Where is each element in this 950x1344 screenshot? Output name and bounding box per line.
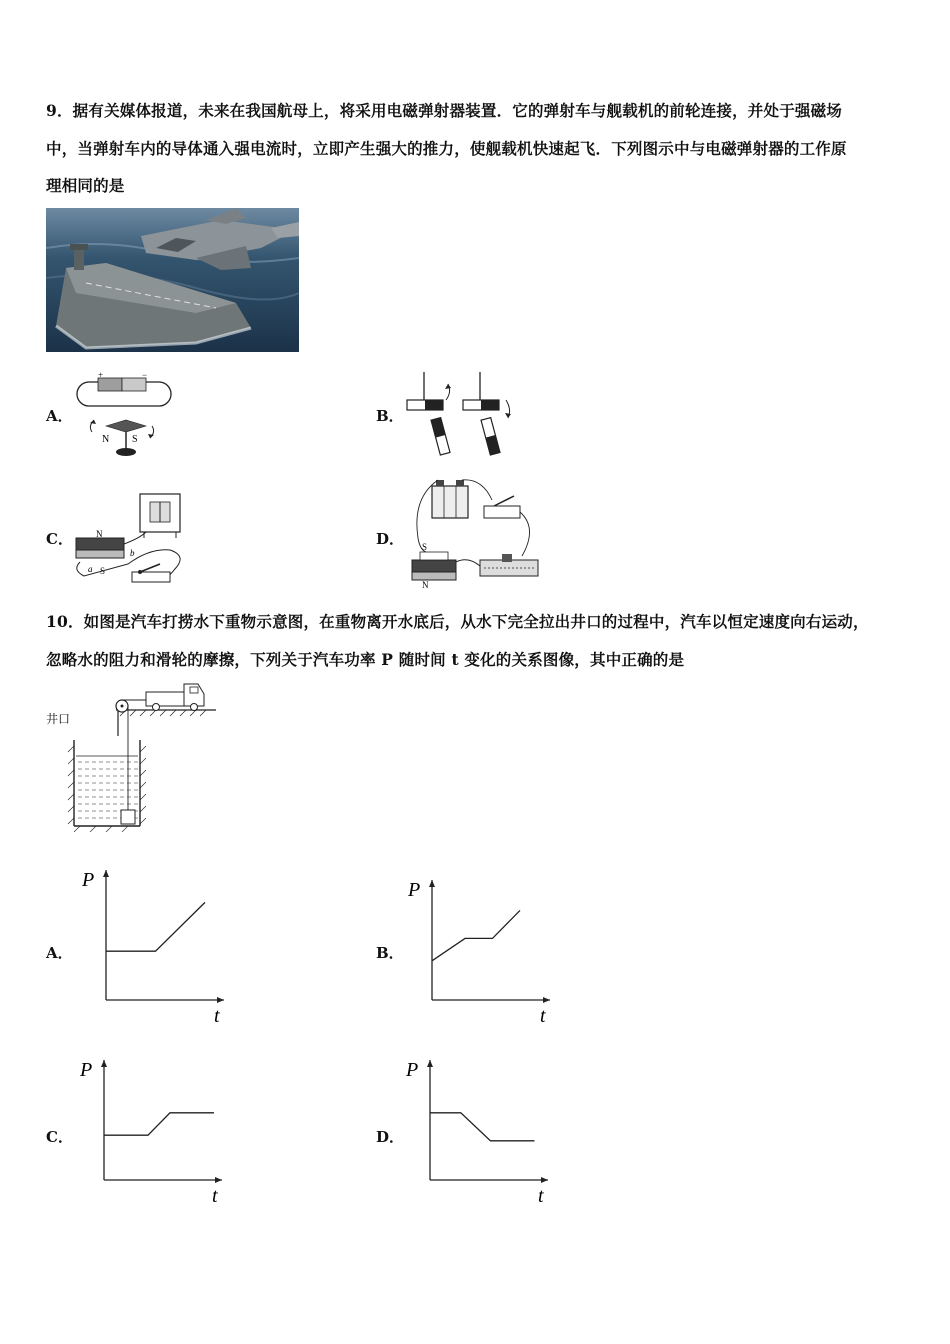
q9-option-c-label: C． <box>46 530 73 548</box>
magnet-s-label: S <box>100 566 106 576</box>
y-axis-arrow <box>103 870 109 877</box>
x-axis-arrow <box>215 1177 222 1183</box>
power-curve <box>106 902 205 951</box>
x-axis-arrow <box>541 1177 548 1183</box>
q9-option-b-label: B． <box>376 407 404 425</box>
x-axis-label: t <box>212 1185 218 1206</box>
compass-s-label: S <box>132 434 138 445</box>
y-axis-label: P <box>82 869 95 891</box>
well-mouth-label: 井口 <box>46 712 71 726</box>
carrier-jet-photo <box>46 208 299 352</box>
q10-option-c-label: C． <box>46 1128 73 1146</box>
q9-figure-c <box>70 490 190 596</box>
q9-line: 理相同的是 <box>46 176 125 195</box>
q9-figure-b <box>402 370 522 466</box>
minus-sign: − <box>142 370 148 380</box>
graph-b <box>402 876 562 1026</box>
x-axis-arrow <box>543 997 550 1003</box>
power-curve <box>430 1113 535 1141</box>
y-axis-arrow <box>427 1060 433 1067</box>
x-axis-label: t <box>540 1005 546 1026</box>
graph-a <box>76 866 236 1026</box>
q9-option-a-label: A． <box>46 407 73 425</box>
q10-option-a-label: A． <box>46 944 73 962</box>
x-axis-label: t <box>214 1005 220 1026</box>
q9-option-d-label: D． <box>376 530 405 548</box>
power-curve <box>432 910 520 960</box>
q10-line: 10．如图是汽车打捞水下重物示意图，在重物离开水底后，从水下完全拉出井口的过程中，汽车以恒定速度向右运动， <box>46 612 869 631</box>
q10-text <box>46 603 906 678</box>
wire-b-label: b <box>130 548 135 558</box>
well-truck-diagram <box>66 676 226 836</box>
y-axis-label: P <box>408 879 421 901</box>
x-axis-arrow <box>217 997 224 1003</box>
magnet-n-label: N <box>422 580 429 590</box>
q9-text <box>46 92 906 205</box>
compass-n-label: N <box>102 434 110 445</box>
y-axis-arrow <box>101 1060 107 1067</box>
x-axis-label: t <box>538 1185 544 1206</box>
q9-line: 中，当弹射车内的导体通入强电流时，立即产生强大的推力，使舰载机快速起飞．下列图示中与电磁弹射器的工作原 <box>46 138 847 158</box>
power-curve <box>104 1113 214 1135</box>
magnet-n-label: N <box>96 529 103 539</box>
q10-line: 忽略水的阻力和滑轮的摩擦，下列关于汽车功率 P 随时间 t 变化的关系图像，其中正确的是 <box>46 649 685 669</box>
q9-figure-d <box>402 478 542 594</box>
plus-sign: + <box>98 370 104 380</box>
q10-option-b-label: B． <box>376 944 404 962</box>
y-axis-label: P <box>406 1059 419 1081</box>
y-axis-arrow <box>429 880 435 887</box>
graph-c <box>74 1056 234 1206</box>
magnet-s-label: S <box>422 542 428 552</box>
y-axis-label: P <box>80 1059 93 1081</box>
q9-figure-a <box>72 370 182 466</box>
wire-a-label: a <box>88 564 93 574</box>
q9-line: 9．据有关媒体报道，未来在我国航母上，将采用电磁弹射器装置．它的弹射车与舰载机的前轮连接，并处于强磁场 <box>46 101 842 120</box>
q10-option-d-label: D． <box>376 1128 405 1146</box>
graph-d <box>400 1056 560 1206</box>
